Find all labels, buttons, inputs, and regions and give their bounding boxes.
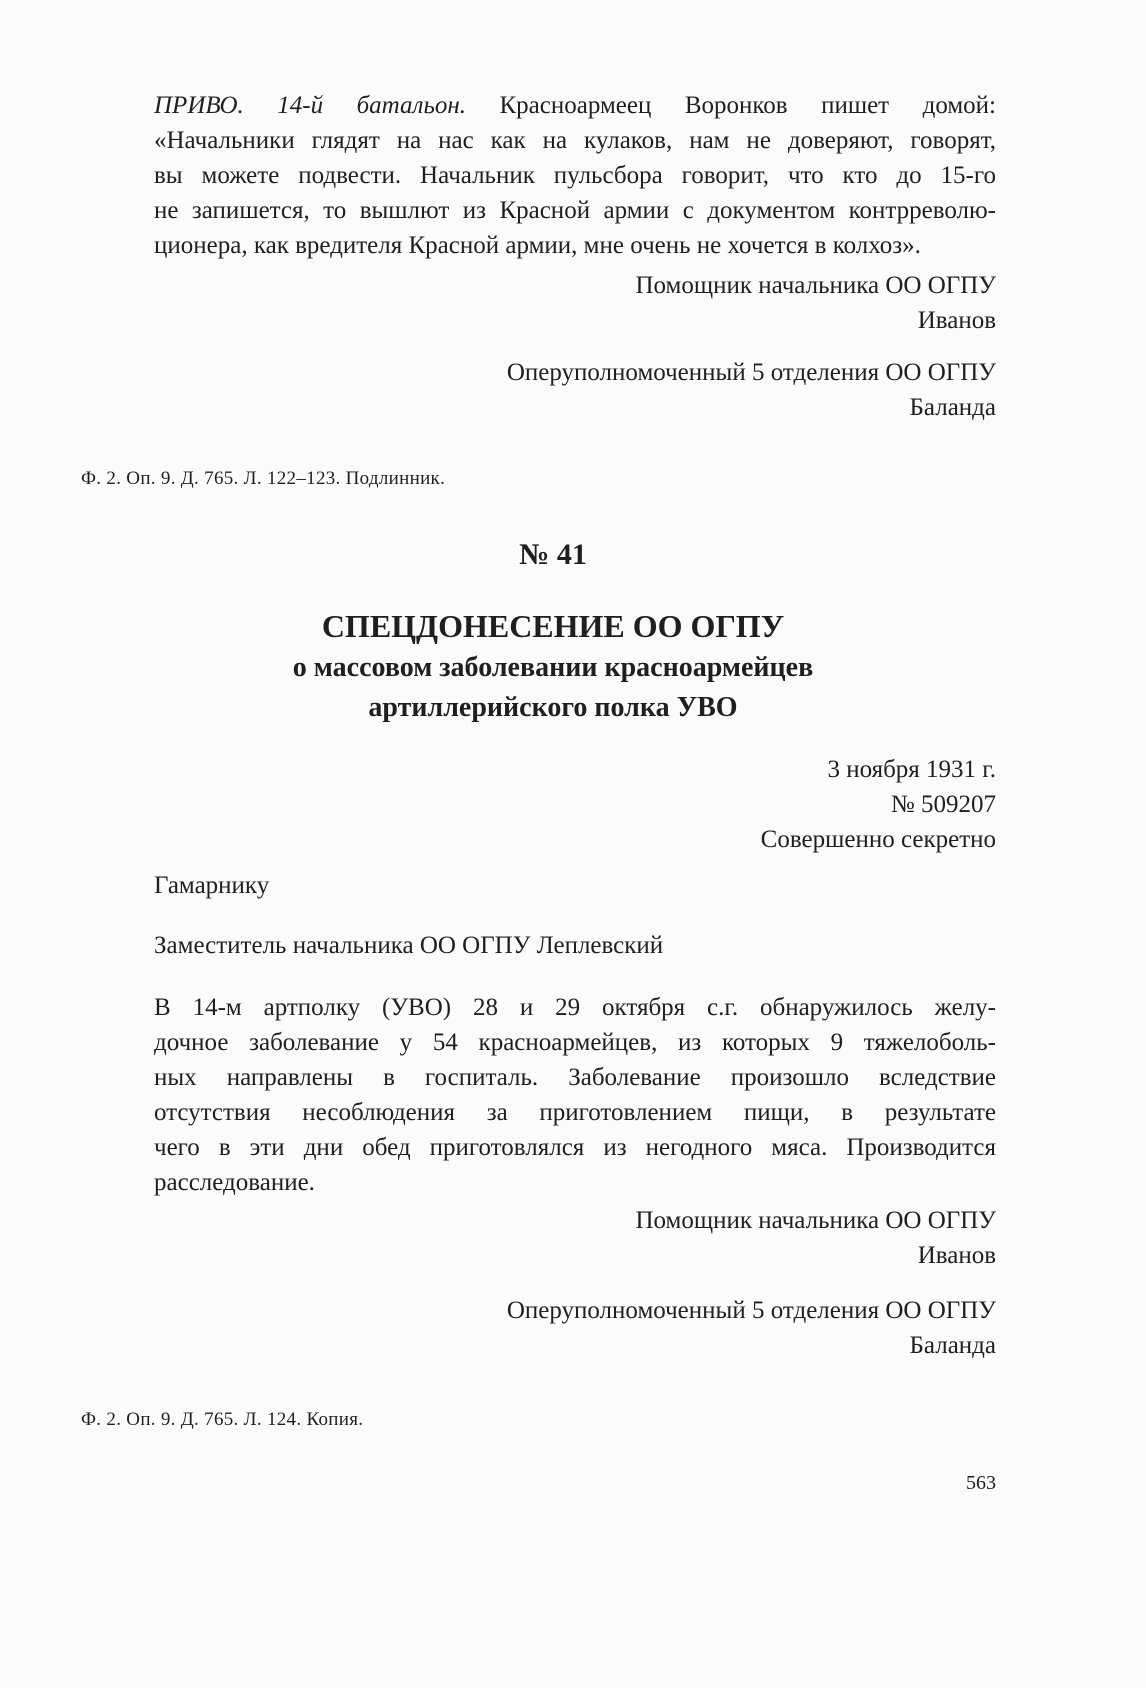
signature-block: [507, 355, 996, 425]
document-title: [0, 604, 1126, 728]
document-date: 3 ноября 1931 г.: [827, 756, 996, 783]
paragraph-line: расследование.: [154, 1169, 315, 1196]
paragraph-line: «Начальники глядят на нас как на кулаков, нам не доверяют, говорят,: [154, 127, 996, 154]
paragraph-line: чего в эти дни обед приготовлялся из негодного мяса. Производится: [154, 1134, 996, 1161]
signature-block: [507, 1293, 996, 1363]
title-sub: артиллерийского полка УВО: [368, 692, 738, 723]
paragraph-line: дочное заболевание у 54 красноармейцев, из которых 9 тяжелоболь-: [154, 1029, 996, 1056]
addressee: Гамарнику: [154, 872, 270, 899]
signature-title: Оперуполномоченный 5 отделения ОО ОГПУ: [506, 1297, 996, 1324]
archive-source: Ф. 2. Оп. 9. Д. 765. Л. 124. Копия.: [81, 1409, 364, 1430]
signature-title: Оперуполномоченный 5 отделения ОО ОГПУ: [506, 359, 996, 386]
paragraph-line: ционера, как вредителя Красной армии, мне очень не хочется в колхоз».: [154, 232, 921, 259]
sender: Заместитель начальника ОО ОГПУ Леплевский: [154, 932, 664, 959]
registration-number: № 509207: [890, 791, 996, 818]
paragraph-line: вы можете подвести. Начальник пульсбора говорит, что кто до 15-го: [154, 162, 996, 189]
title-main: СПЕЦДОНЕСЕНИЕ ОО ОГПУ: [321, 608, 785, 644]
signature-name: Баланда: [909, 1332, 996, 1359]
lead-italic: ПРИВО. 14-й батальон.: [154, 92, 466, 119]
body-paragraph: [154, 990, 996, 1200]
signature-name: Иванов: [917, 1242, 996, 1269]
paragraph-line: ПРИВО. 14-й батальон. Красноармеец Воронков пишет домой:: [154, 92, 996, 119]
paragraph-line: ных направлены в госпиталь. Заболевание произошло вследствие: [154, 1064, 996, 1091]
document-header-info: [761, 752, 996, 857]
signature-block: [635, 1203, 996, 1273]
classification-mark: Совершенно секретно: [760, 826, 996, 853]
paragraph-line: В 14-м артполку (УВО) 28 и 29 октября с.г. обнаружилось желу-: [154, 994, 996, 1021]
signature-block: [635, 268, 996, 338]
continuation-paragraph: [154, 88, 996, 263]
signature-name: Баланда: [909, 394, 996, 421]
title-sub: о массовом заболевании красноармейцев: [292, 652, 814, 683]
paragraph-line: отсутствия несоблюдения за приготовлением пищи, в результате: [154, 1099, 996, 1126]
signature-name: Иванов: [917, 307, 996, 334]
archive-source: Ф. 2. Оп. 9. Д. 765. Л. 122–123. Подлинник.: [81, 468, 446, 489]
signature-title: Помощник начальника ОО ОГПУ: [635, 272, 996, 299]
page-number: 563: [966, 1472, 996, 1494]
document-number: № 41: [519, 538, 587, 571]
paragraph-line: не запишется, то вышлют из Красной армии с документом контрреволю-: [154, 197, 996, 224]
signature-title: Помощник начальника ОО ОГПУ: [635, 1207, 996, 1234]
